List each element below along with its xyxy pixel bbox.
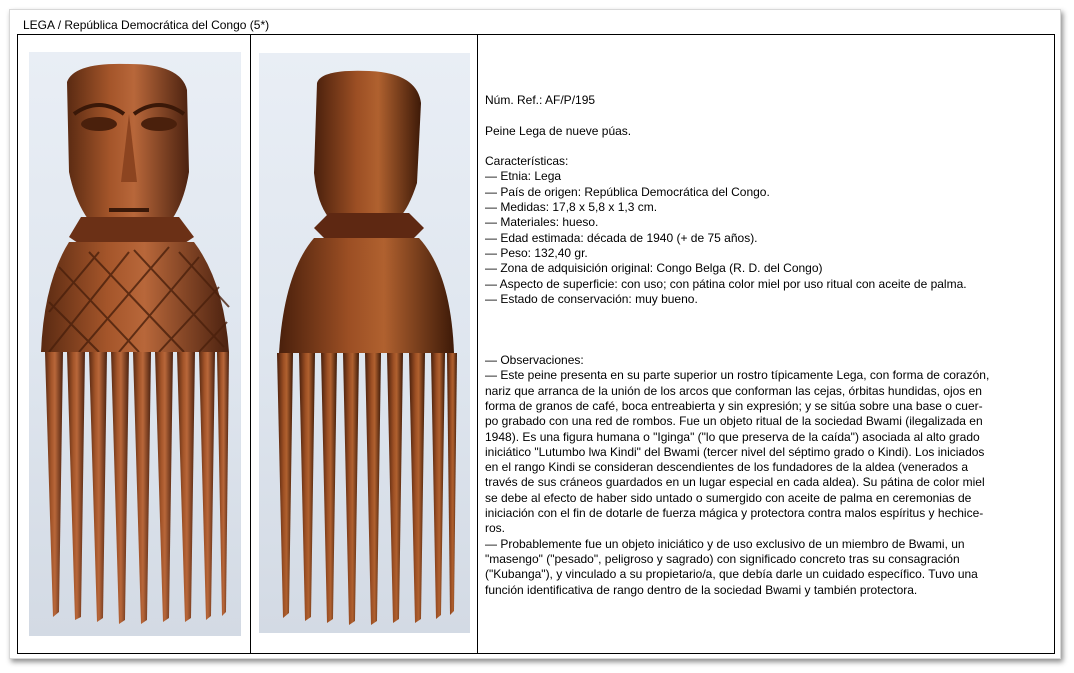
feature-item: — País de origen: República Democrática del Congo. bbox=[485, 184, 770, 199]
feature-item: — Estado de conservación: muy bueno. bbox=[485, 291, 698, 306]
comb-back-photo bbox=[259, 53, 470, 633]
features-heading: Características: bbox=[485, 154, 569, 169]
description-text bbox=[485, 93, 1045, 598]
catalog-sheet bbox=[9, 9, 1061, 659]
comb-front-illustration bbox=[29, 52, 241, 636]
feature-item: — Edad estimada: década de 1940 (+ de 75 años). bbox=[485, 230, 758, 245]
feature-item: — Medidas: 17,8 x 5,8 x 1,3 cm. bbox=[485, 200, 658, 215]
object-title: Peine Lega de nueve púas. bbox=[485, 123, 632, 138]
catalog-table bbox=[17, 34, 1055, 654]
comb-front-photo bbox=[29, 52, 241, 636]
observation-paragraph: — Probablemente fue un objeto iniciático y de uso exclusivo de un miembro de Bwami, un "masengo" ("pesado", peligroso y sagrado) con significado concreto tras su consagración ("Kubanga"), y vinculado a su propietario/a, que debía darle un cuidado específico. Tuvo una función identificativa de rango dentro de la sociedad Bwami y también protectora. bbox=[485, 536, 978, 597]
comb-back-illustration bbox=[259, 53, 470, 633]
front-photo-cell bbox=[18, 35, 251, 653]
feature-item: — Materiales: hueso. bbox=[485, 215, 599, 230]
observations-heading: — Observaciones: bbox=[485, 353, 584, 368]
observation-paragraph: — Este peine presenta en su parte superior un rostro típicamente Lega, con forma de corazón, nariz que arranca de la unión de los arcos que conforman las cejas, órbitas hundidas, ojos en forma de granos de café, boca entreabierta y sin expresión; y se sitúa sobre una base o cuer- po grabado con una red de rombos. Fue un objeto ritual de la sociedad Bwami (ilegalizada en 1948). Es una figura humana o "Iginga" ("lo que preserva de la caída") asociada al alto grado iniciático "Lutumbo lwa Kindi" del Bwami (tercer nivel del séptimo grado o Kindi). Los iniciados en el rango Kindi se consideran descendientes de los fundadores de la aldea (venerados a través de sus cráneos guardados en un lugar especial en cada aldea). Su pátina de color miel se debe al efecto de haber sido untado o sumergido con aceite de palma en ceremonias de iniciación con el fin de dotarle de fuerza mágica y protectora contra malos espíritus y hechice- ros. bbox=[485, 368, 990, 536]
description-cell bbox=[478, 35, 1054, 653]
feature-item: — Aspecto de superficie: con uso; con pátina color miel por uso ritual con aceite de palma. bbox=[485, 276, 967, 291]
feature-item: — Zona de adquisición original: Congo Belga (R. D. del Congo) bbox=[485, 261, 823, 276]
page-title: LEGA / República Democrática del Congo (5*) bbox=[23, 18, 270, 32]
back-photo-cell bbox=[251, 35, 478, 653]
feature-item: — Peso: 132,40 gr. bbox=[485, 245, 588, 260]
feature-item: — Etnia: Lega bbox=[485, 169, 562, 184]
reference-number: Núm. Ref.: AF/P/195 bbox=[485, 93, 596, 107]
